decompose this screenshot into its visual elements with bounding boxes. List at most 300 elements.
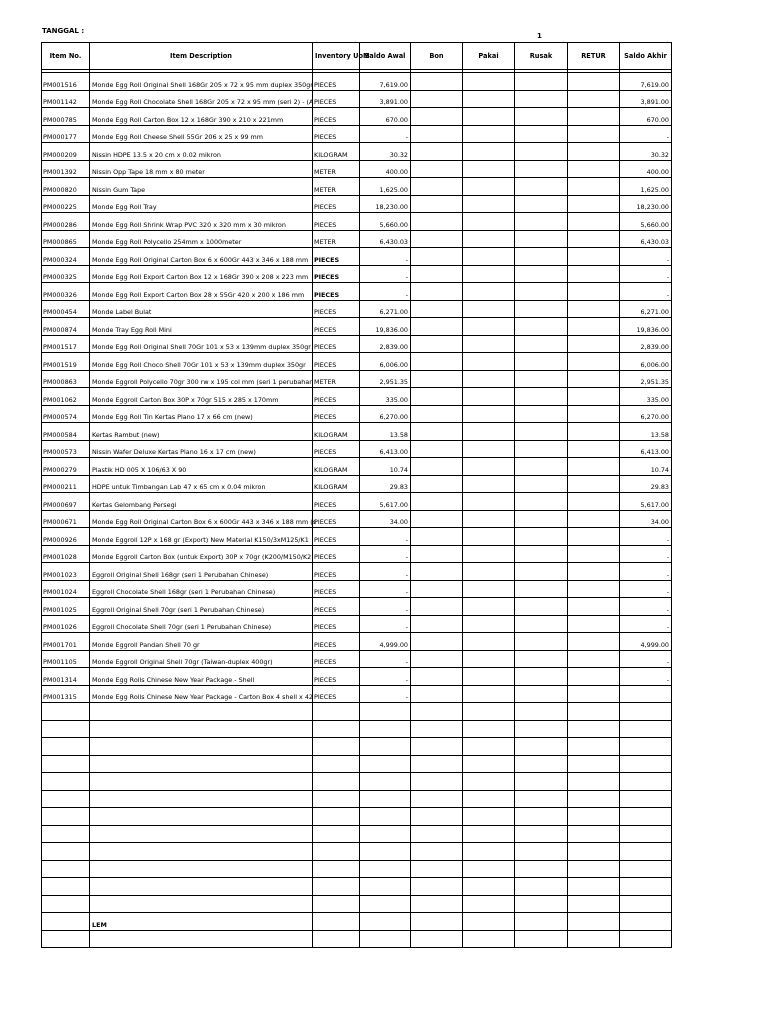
retur-cell[interactable] xyxy=(568,615,620,633)
empty-cell[interactable] xyxy=(313,843,360,861)
bon-cell[interactable] xyxy=(411,283,463,301)
empty-cell[interactable] xyxy=(568,703,620,721)
empty-cell[interactable] xyxy=(515,825,568,843)
rusak-cell[interactable] xyxy=(515,685,568,703)
retur-cell[interactable] xyxy=(568,353,620,371)
empty-row xyxy=(42,860,672,878)
empty-cell[interactable] xyxy=(463,738,515,756)
bon-cell[interactable] xyxy=(411,475,463,493)
empty-cell[interactable] xyxy=(313,755,360,773)
empty-cell[interactable] xyxy=(568,825,620,843)
pakai-cell[interactable] xyxy=(463,160,515,178)
item-description-cell: Nissin Wafer Deluxe Kertas Plano 16 x 17 cm (new) xyxy=(90,440,313,458)
bon-cell[interactable] xyxy=(411,440,463,458)
saldo-awal-cell: - xyxy=(360,668,411,686)
empty-cell[interactable] xyxy=(90,738,313,756)
bon-cell[interactable] xyxy=(411,90,463,108)
empty-cell[interactable] xyxy=(463,843,515,861)
bon-cell[interactable] xyxy=(411,563,463,581)
empty-cell[interactable] xyxy=(463,860,515,878)
bon-cell[interactable] xyxy=(411,213,463,231)
saldo-awal-cell: 29.83 xyxy=(360,475,411,493)
empty-cell[interactable] xyxy=(515,738,568,756)
empty-cell[interactable] xyxy=(42,720,90,738)
empty-cell[interactable] xyxy=(90,703,313,721)
bon-cell[interactable] xyxy=(411,318,463,336)
empty-cell[interactable] xyxy=(620,930,672,948)
pakai-cell[interactable] xyxy=(463,633,515,651)
empty-cell[interactable] xyxy=(90,843,313,861)
retur-cell[interactable] xyxy=(568,423,620,441)
retur-cell[interactable] xyxy=(568,213,620,231)
empty-cell[interactable] xyxy=(620,843,672,861)
bon-cell[interactable] xyxy=(411,423,463,441)
bon-cell[interactable] xyxy=(411,580,463,598)
retur-cell[interactable] xyxy=(568,388,620,406)
pakai-cell[interactable] xyxy=(463,528,515,546)
rusak-cell[interactable] xyxy=(515,283,568,301)
table-row xyxy=(42,668,672,686)
retur-cell[interactable] xyxy=(568,528,620,546)
bon-cell[interactable] xyxy=(411,143,463,161)
empty-cell[interactable] xyxy=(313,808,360,826)
rusak-cell[interactable] xyxy=(515,230,568,248)
rusak-cell[interactable] xyxy=(515,213,568,231)
table-row xyxy=(42,195,672,213)
bon-cell[interactable] xyxy=(411,598,463,616)
bon-cell[interactable] xyxy=(411,195,463,213)
empty-cell[interactable] xyxy=(360,738,411,756)
item-description-cell: Monde Egg Roll Carton Box 12 x 168Gr 390 x 210 x 221mm xyxy=(90,108,313,126)
bon-cell[interactable] xyxy=(411,230,463,248)
empty-cell[interactable] xyxy=(42,738,90,756)
table-row xyxy=(42,178,672,196)
empty-cell[interactable] xyxy=(313,773,360,791)
retur-cell[interactable] xyxy=(568,510,620,528)
retur-cell[interactable] xyxy=(568,668,620,686)
empty-cell[interactable] xyxy=(360,860,411,878)
rusak-cell[interactable] xyxy=(515,300,568,318)
uom-cell: PIECES xyxy=(313,440,360,458)
empty-cell[interactable] xyxy=(42,930,90,948)
empty-cell[interactable] xyxy=(515,913,568,931)
rusak-cell[interactable] xyxy=(515,353,568,371)
empty-cell[interactable] xyxy=(568,895,620,913)
bon-cell[interactable] xyxy=(411,335,463,353)
empty-cell[interactable] xyxy=(42,703,90,721)
empty-cell[interactable] xyxy=(360,808,411,826)
bon-cell[interactable] xyxy=(411,248,463,266)
rusak-cell[interactable] xyxy=(515,248,568,266)
empty-cell[interactable] xyxy=(568,790,620,808)
pakai-cell[interactable] xyxy=(463,178,515,196)
uom-cell: PIECES xyxy=(313,563,360,581)
bon-cell[interactable] xyxy=(411,458,463,476)
rusak-cell[interactable] xyxy=(515,178,568,196)
pakai-cell[interactable] xyxy=(463,510,515,528)
retur-cell[interactable] xyxy=(568,580,620,598)
retur-cell[interactable] xyxy=(568,598,620,616)
empty-cell[interactable] xyxy=(463,930,515,948)
item-description-cell: Monde Egg Roll Original Carton Box 6 x 600Gr 443 x 346 x 188 mm xyxy=(90,248,313,266)
col-header-retur: RETUR xyxy=(568,43,620,70)
retur-cell[interactable] xyxy=(568,178,620,196)
empty-cell[interactable] xyxy=(90,755,313,773)
empty-cell[interactable] xyxy=(620,808,672,826)
empty-cell[interactable] xyxy=(90,860,313,878)
retur-cell[interactable] xyxy=(568,563,620,581)
saldo-akhir-cell: - xyxy=(620,545,672,563)
rusak-cell[interactable] xyxy=(515,370,568,388)
empty-cell[interactable] xyxy=(515,703,568,721)
retur-cell[interactable] xyxy=(568,545,620,563)
rusak-cell[interactable] xyxy=(515,125,568,143)
pakai-cell[interactable] xyxy=(463,475,515,493)
pakai-cell[interactable] xyxy=(463,335,515,353)
empty-cell[interactable] xyxy=(463,755,515,773)
rusak-cell[interactable] xyxy=(515,580,568,598)
pakai-cell[interactable] xyxy=(463,213,515,231)
bon-cell[interactable] xyxy=(411,633,463,651)
empty-cell[interactable] xyxy=(515,878,568,896)
retur-cell[interactable] xyxy=(568,650,620,668)
pakai-cell[interactable] xyxy=(463,423,515,441)
bon-cell[interactable] xyxy=(411,300,463,318)
bon-cell[interactable] xyxy=(411,178,463,196)
rusak-cell[interactable] xyxy=(515,108,568,126)
rusak-cell[interactable] xyxy=(515,318,568,336)
saldo-awal-cell: - xyxy=(360,563,411,581)
saldo-akhir-cell: 670.00 xyxy=(620,108,672,126)
empty-cell[interactable] xyxy=(568,738,620,756)
bon-cell[interactable] xyxy=(411,405,463,423)
retur-cell[interactable] xyxy=(568,300,620,318)
empty-cell[interactable] xyxy=(42,773,90,791)
table-row xyxy=(42,318,672,336)
retur-cell[interactable] xyxy=(568,493,620,511)
empty-cell[interactable] xyxy=(313,738,360,756)
retur-cell[interactable] xyxy=(568,370,620,388)
pakai-cell[interactable] xyxy=(463,458,515,476)
pakai-cell[interactable] xyxy=(463,668,515,686)
table-body xyxy=(42,70,672,948)
retur-cell[interactable] xyxy=(568,405,620,423)
retur-cell[interactable] xyxy=(568,230,620,248)
item-no-cell: PM001024 xyxy=(42,580,90,598)
bon-cell[interactable] xyxy=(411,528,463,546)
bon-cell[interactable] xyxy=(411,615,463,633)
empty-cell[interactable] xyxy=(568,755,620,773)
pakai-cell[interactable] xyxy=(463,685,515,703)
retur-cell[interactable] xyxy=(568,73,620,91)
empty-cell[interactable] xyxy=(515,930,568,948)
empty-cell[interactable] xyxy=(313,860,360,878)
empty-cell[interactable] xyxy=(463,703,515,721)
rusak-cell[interactable] xyxy=(515,475,568,493)
empty-cell[interactable] xyxy=(411,913,463,931)
empty-cell[interactable] xyxy=(568,930,620,948)
retur-cell[interactable] xyxy=(568,143,620,161)
empty-cell[interactable] xyxy=(411,790,463,808)
item-description-cell: Monde Egg Roll Tin Kertas Plano 17 x 66 cm (new) xyxy=(90,405,313,423)
empty-cell[interactable] xyxy=(411,825,463,843)
empty-cell[interactable] xyxy=(515,755,568,773)
table-row xyxy=(42,300,672,318)
empty-cell[interactable] xyxy=(42,790,90,808)
pakai-cell[interactable] xyxy=(463,108,515,126)
empty-cell[interactable] xyxy=(42,913,90,931)
retur-cell[interactable] xyxy=(568,335,620,353)
empty-cell[interactable] xyxy=(360,790,411,808)
pakai-cell[interactable] xyxy=(463,248,515,266)
retur-cell[interactable] xyxy=(568,265,620,283)
retur-cell[interactable] xyxy=(568,195,620,213)
empty-cell[interactable] xyxy=(360,895,411,913)
bon-cell[interactable] xyxy=(411,108,463,126)
empty-cell[interactable] xyxy=(360,878,411,896)
lem-row xyxy=(42,913,672,931)
rusak-cell[interactable] xyxy=(515,195,568,213)
rusak-cell[interactable] xyxy=(515,388,568,406)
pakai-cell[interactable] xyxy=(463,545,515,563)
empty-cell[interactable] xyxy=(313,720,360,738)
empty-cell[interactable] xyxy=(42,843,90,861)
bon-cell[interactable] xyxy=(411,73,463,91)
empty-cell[interactable] xyxy=(620,895,672,913)
retur-cell[interactable] xyxy=(568,90,620,108)
pakai-cell[interactable] xyxy=(463,283,515,301)
rusak-cell[interactable] xyxy=(515,160,568,178)
bon-cell[interactable] xyxy=(411,668,463,686)
empty-cell[interactable] xyxy=(568,843,620,861)
empty-cell[interactable] xyxy=(313,878,360,896)
empty-cell[interactable] xyxy=(620,825,672,843)
bon-cell[interactable] xyxy=(411,353,463,371)
empty-cell[interactable] xyxy=(620,755,672,773)
empty-cell[interactable] xyxy=(313,913,360,931)
saldo-akhir-cell: - xyxy=(620,615,672,633)
empty-cell[interactable] xyxy=(568,720,620,738)
empty-cell[interactable] xyxy=(90,773,313,791)
empty-cell[interactable] xyxy=(360,930,411,948)
empty-cell[interactable] xyxy=(313,895,360,913)
bon-cell[interactable] xyxy=(411,125,463,143)
item-description-cell: Monde Egg Roll Tray xyxy=(90,195,313,213)
table-row xyxy=(42,90,672,108)
pakai-cell[interactable] xyxy=(463,370,515,388)
rusak-cell[interactable] xyxy=(515,335,568,353)
empty-cell[interactable] xyxy=(568,773,620,791)
retur-cell[interactable] xyxy=(568,318,620,336)
empty-cell[interactable] xyxy=(463,878,515,896)
empty-cell[interactable] xyxy=(360,703,411,721)
rusak-cell[interactable] xyxy=(515,615,568,633)
bon-cell[interactable] xyxy=(411,545,463,563)
bon-cell[interactable] xyxy=(411,370,463,388)
pakai-cell[interactable] xyxy=(463,388,515,406)
empty-cell[interactable] xyxy=(313,825,360,843)
empty-cell[interactable] xyxy=(463,720,515,738)
empty-cell[interactable] xyxy=(411,843,463,861)
bon-cell[interactable] xyxy=(411,388,463,406)
rusak-cell[interactable] xyxy=(515,545,568,563)
empty-cell[interactable] xyxy=(411,703,463,721)
rusak-cell[interactable] xyxy=(515,423,568,441)
retur-cell[interactable] xyxy=(568,283,620,301)
empty-cell[interactable] xyxy=(360,755,411,773)
empty-cell[interactable] xyxy=(360,843,411,861)
empty-cell[interactable] xyxy=(515,720,568,738)
empty-cell[interactable] xyxy=(515,895,568,913)
empty-cell[interactable] xyxy=(515,860,568,878)
empty-cell[interactable] xyxy=(620,738,672,756)
empty-cell[interactable] xyxy=(360,825,411,843)
retur-cell[interactable] xyxy=(568,685,620,703)
empty-cell[interactable] xyxy=(411,808,463,826)
empty-cell[interactable] xyxy=(90,825,313,843)
empty-cell[interactable] xyxy=(411,738,463,756)
empty-cell[interactable] xyxy=(90,878,313,896)
rusak-cell[interactable] xyxy=(515,405,568,423)
empty-cell[interactable] xyxy=(90,895,313,913)
empty-cell[interactable] xyxy=(360,913,411,931)
empty-cell[interactable] xyxy=(463,825,515,843)
empty-cell[interactable] xyxy=(515,808,568,826)
empty-cell[interactable] xyxy=(90,790,313,808)
empty-cell[interactable] xyxy=(42,860,90,878)
retur-cell[interactable] xyxy=(568,160,620,178)
pakai-cell[interactable] xyxy=(463,598,515,616)
empty-cell[interactable] xyxy=(515,790,568,808)
retur-cell[interactable] xyxy=(568,458,620,476)
empty-cell[interactable] xyxy=(620,790,672,808)
empty-cell[interactable] xyxy=(313,703,360,721)
empty-cell[interactable] xyxy=(463,808,515,826)
rusak-cell[interactable] xyxy=(515,650,568,668)
pakai-cell[interactable] xyxy=(463,265,515,283)
rusak-cell[interactable] xyxy=(515,598,568,616)
bon-cell[interactable] xyxy=(411,160,463,178)
rusak-cell[interactable] xyxy=(515,265,568,283)
pakai-cell[interactable] xyxy=(463,73,515,91)
rusak-cell[interactable] xyxy=(515,633,568,651)
pakai-cell[interactable] xyxy=(463,580,515,598)
rusak-cell[interactable] xyxy=(515,90,568,108)
empty-cell[interactable] xyxy=(515,843,568,861)
bon-cell[interactable] xyxy=(411,650,463,668)
rusak-cell[interactable] xyxy=(515,73,568,91)
saldo-awal-cell: - xyxy=(360,265,411,283)
pakai-cell[interactable] xyxy=(463,125,515,143)
empty-cell[interactable] xyxy=(42,825,90,843)
empty-cell[interactable] xyxy=(463,895,515,913)
empty-cell[interactable] xyxy=(620,860,672,878)
empty-cell[interactable] xyxy=(42,895,90,913)
empty-cell[interactable] xyxy=(411,930,463,948)
empty-cell[interactable] xyxy=(568,913,620,931)
empty-cell[interactable] xyxy=(568,878,620,896)
rusak-cell[interactable] xyxy=(515,493,568,511)
empty-cell[interactable] xyxy=(90,930,313,948)
pakai-cell[interactable] xyxy=(463,195,515,213)
pakai-cell[interactable] xyxy=(463,90,515,108)
item-no-cell: PM000863 xyxy=(42,370,90,388)
empty-cell[interactable] xyxy=(568,808,620,826)
empty-cell[interactable] xyxy=(42,878,90,896)
pakai-cell[interactable] xyxy=(463,353,515,371)
empty-cell[interactable] xyxy=(463,790,515,808)
empty-cell[interactable] xyxy=(568,860,620,878)
rusak-cell[interactable] xyxy=(515,528,568,546)
pakai-cell[interactable] xyxy=(463,318,515,336)
bon-cell[interactable] xyxy=(411,493,463,511)
rusak-cell[interactable] xyxy=(515,458,568,476)
saldo-awal-cell: 18,230.00 xyxy=(360,195,411,213)
page-number: 1 xyxy=(537,32,542,40)
empty-cell[interactable] xyxy=(411,878,463,896)
pakai-cell[interactable] xyxy=(463,563,515,581)
empty-cell[interactable] xyxy=(411,860,463,878)
empty-cell[interactable] xyxy=(411,755,463,773)
empty-cell[interactable] xyxy=(620,913,672,931)
empty-cell[interactable] xyxy=(313,930,360,948)
empty-cell[interactable] xyxy=(360,773,411,791)
rusak-cell[interactable] xyxy=(515,440,568,458)
empty-cell[interactable] xyxy=(463,913,515,931)
empty-cell[interactable] xyxy=(360,720,411,738)
empty-cell[interactable] xyxy=(42,755,90,773)
pakai-cell[interactable] xyxy=(463,230,515,248)
empty-cell[interactable] xyxy=(411,773,463,791)
empty-cell[interactable] xyxy=(620,720,672,738)
rusak-cell[interactable] xyxy=(515,668,568,686)
empty-cell[interactable] xyxy=(313,790,360,808)
empty-row xyxy=(42,720,672,738)
pakai-cell[interactable] xyxy=(463,615,515,633)
rusak-cell[interactable] xyxy=(515,563,568,581)
empty-cell[interactable] xyxy=(620,878,672,896)
retur-cell[interactable] xyxy=(568,633,620,651)
retur-cell[interactable] xyxy=(568,248,620,266)
empty-cell[interactable] xyxy=(90,720,313,738)
pakai-cell[interactable] xyxy=(463,493,515,511)
empty-cell[interactable] xyxy=(411,720,463,738)
uom-cell: PIECES xyxy=(313,283,360,301)
retur-cell[interactable] xyxy=(568,440,620,458)
empty-cell[interactable] xyxy=(515,773,568,791)
retur-cell[interactable] xyxy=(568,108,620,126)
uom-cell: KILOGRAM xyxy=(313,143,360,161)
empty-cell[interactable] xyxy=(90,808,313,826)
empty-cell[interactable] xyxy=(620,703,672,721)
retur-cell[interactable] xyxy=(568,475,620,493)
bon-cell[interactable] xyxy=(411,265,463,283)
pakai-cell[interactable] xyxy=(463,143,515,161)
empty-cell[interactable] xyxy=(620,773,672,791)
pakai-cell[interactable] xyxy=(463,300,515,318)
empty-cell[interactable] xyxy=(463,773,515,791)
bon-cell[interactable] xyxy=(411,685,463,703)
retur-cell[interactable] xyxy=(568,125,620,143)
empty-cell[interactable] xyxy=(411,895,463,913)
bon-cell[interactable] xyxy=(411,510,463,528)
rusak-cell[interactable] xyxy=(515,510,568,528)
empty-cell[interactable] xyxy=(42,808,90,826)
pakai-cell[interactable] xyxy=(463,650,515,668)
rusak-cell[interactable] xyxy=(515,143,568,161)
pakai-cell[interactable] xyxy=(463,405,515,423)
pakai-cell[interactable] xyxy=(463,440,515,458)
